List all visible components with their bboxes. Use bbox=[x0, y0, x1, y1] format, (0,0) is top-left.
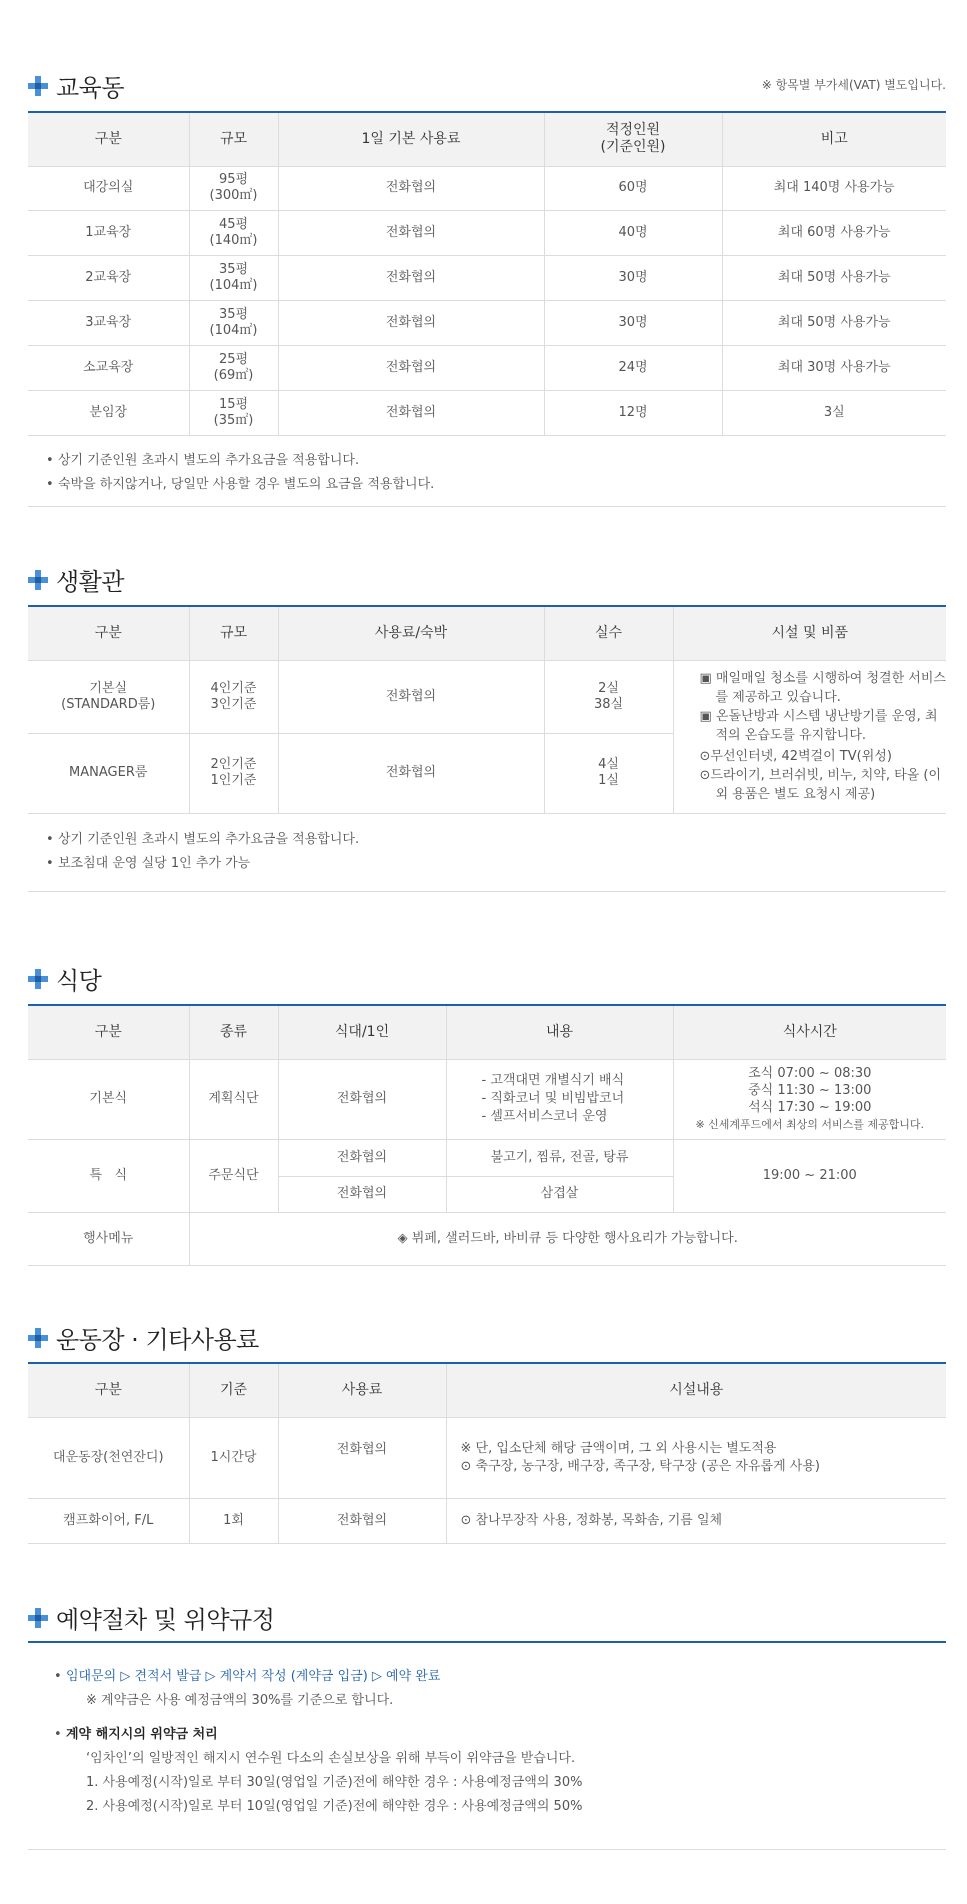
cell-fee: 전화협의 bbox=[278, 1176, 446, 1212]
section-header-edu bbox=[28, 68, 946, 102]
note-item: • 보조침대 운영 실당 1인 추가 가능 bbox=[46, 852, 946, 876]
cell-content: 불고기, 찜류, 전골, 탕류 bbox=[446, 1139, 673, 1176]
cell-fee: 전화협의 bbox=[278, 300, 544, 345]
reservation-block bbox=[28, 1641, 946, 1850]
plus-icon bbox=[28, 969, 48, 989]
cell-note: 최대 30명 사용가능 bbox=[722, 345, 946, 390]
section-header-dining bbox=[28, 961, 946, 995]
cancel-desc: ‘임차인’의 일방적인 해지시 연수원 다소의 손실보상을 위해 부득이 위약금을 받습니다. bbox=[86, 1751, 576, 1766]
col-header: 식사시간 bbox=[673, 1005, 946, 1059]
table-row bbox=[28, 210, 946, 255]
cell-note: 최대 60명 사용가능 bbox=[722, 210, 946, 255]
cell-people: 60명 bbox=[544, 166, 722, 210]
facility-item: ⊙무선인터넷, 42벽걸이 TV(위성) bbox=[699, 749, 892, 764]
section-title bbox=[28, 1320, 259, 1355]
table-row bbox=[28, 1212, 946, 1265]
table-row bbox=[28, 166, 946, 210]
table-row bbox=[28, 1059, 946, 1139]
content-line: - 셀프서비스코너 운영 bbox=[481, 1109, 608, 1124]
cell-size: 15평 (35㎡) bbox=[189, 390, 278, 435]
reservation-steps: • 임대문의 ▷ 견적서 발급 ▷ 계약서 작성 (계약금 입금) ▷ 예약 완료 bbox=[54, 1669, 441, 1684]
cell-people: 40명 bbox=[544, 210, 722, 255]
col-header: 비고 bbox=[722, 112, 946, 166]
col-header: 실수 bbox=[544, 606, 673, 660]
cell-type: 계획식단 bbox=[189, 1059, 278, 1139]
note-item: • 상기 기준인원 초과시 별도의 추가요금을 적용합니다. bbox=[46, 449, 946, 473]
cell-content: ◈ 뷔페, 샐러드바, 바비큐 등 다양한 행사요리가 가능합니다. bbox=[189, 1212, 946, 1265]
table-row bbox=[28, 1139, 946, 1176]
cell-note: 3실 bbox=[722, 390, 946, 435]
table-row bbox=[28, 660, 946, 733]
cell-fee: 전화협의 bbox=[278, 345, 544, 390]
col-header: 구분 bbox=[28, 1363, 189, 1417]
cell-time bbox=[673, 1059, 946, 1139]
cell-type: 주문식단 bbox=[189, 1139, 278, 1212]
section-title-text: 생활관 bbox=[56, 568, 125, 596]
cell-name: 기본실 (STANDARD룸) bbox=[28, 660, 189, 733]
cell-facilities bbox=[673, 660, 946, 813]
section-title bbox=[28, 68, 124, 103]
section-header-living bbox=[28, 562, 946, 596]
col-header: 구분 bbox=[28, 112, 189, 166]
table-row bbox=[28, 255, 946, 300]
cell-content bbox=[446, 1059, 673, 1139]
cell-fee: 전화협의 bbox=[278, 166, 544, 210]
cancel-title: 계약 해지시의 위약금 처리 bbox=[66, 1727, 218, 1742]
cancel-rule: 2. 사용예정(시작)일로 부터 10일(영업일 기준)전에 해약한 경우 : 사용예정금액의 50% bbox=[86, 1799, 583, 1814]
section-title-text: 예약절차 및 위약규정 bbox=[56, 1606, 275, 1634]
cell-name: 캠프화이어, F/L bbox=[28, 1498, 189, 1543]
cell-name: 3교육장 bbox=[28, 300, 189, 345]
cell-name: 대강의실 bbox=[28, 166, 189, 210]
cell-note: 최대 50명 사용가능 bbox=[722, 300, 946, 345]
col-header: 규모 bbox=[189, 112, 278, 166]
living-table bbox=[28, 605, 946, 814]
content-line: ⊙ 축구장, 농구장, 배구장, 족구장, 탁구장 (공은 자유롭게 사용) bbox=[460, 1458, 820, 1474]
content-line: ※ 단, 입소단체 해당 금액이며, 그 외 사용시는 별도적용 bbox=[460, 1440, 777, 1456]
time-note: ※ 신세계푸드에서 최상의 서비스를 제공합니다. bbox=[695, 1118, 925, 1131]
plus-icon bbox=[28, 1328, 48, 1348]
cell-fee: 전화협의 bbox=[278, 1139, 446, 1176]
cell-size: 95평 (300㎡) bbox=[189, 166, 278, 210]
cell-people: 24명 bbox=[544, 345, 722, 390]
note-item: • 상기 기준인원 초과시 별도의 추가요금을 적용합니다. bbox=[46, 828, 946, 852]
table-row bbox=[28, 1498, 946, 1543]
section-title bbox=[28, 1600, 274, 1635]
note-item: • 숙박을 하지않거나, 당일만 사용할 경우 별도의 요금을 적용합니다. bbox=[46, 473, 946, 497]
col-header: 기준 bbox=[189, 1363, 278, 1417]
cell-fee: 전화협의 bbox=[278, 390, 544, 435]
section-header-reservation bbox=[28, 1600, 946, 1634]
col-header: 시설내용 bbox=[446, 1363, 946, 1417]
facility-item: ▣ 온돌난방과 시스템 냉난방기를 운영, 최적의 온습도를 유지합니다. bbox=[699, 709, 938, 743]
cell-note: 최대 50명 사용가능 bbox=[722, 255, 946, 300]
cell-name: 대운동장(천연잔디) bbox=[28, 1417, 189, 1498]
edu-table bbox=[28, 111, 946, 436]
cell-name: 소교육장 bbox=[28, 345, 189, 390]
cell-basis: 1시간당 bbox=[189, 1417, 278, 1498]
cell-people: 30명 bbox=[544, 255, 722, 300]
table-row bbox=[28, 300, 946, 345]
cell-note: 최대 140명 사용가능 bbox=[722, 166, 946, 210]
time-line: 조식 07:00 ~ 08:30 bbox=[748, 1066, 872, 1081]
cell-size: 35평 (104㎡) bbox=[189, 300, 278, 345]
cell-rooms: 2실 38실 bbox=[544, 660, 673, 733]
cell-size: 25평 (69㎡) bbox=[189, 345, 278, 390]
cell-people: 30명 bbox=[544, 300, 722, 345]
col-header: 구분 bbox=[28, 606, 189, 660]
plus-icon bbox=[28, 76, 48, 96]
table-row bbox=[28, 345, 946, 390]
cell-name: 행사메뉴 bbox=[28, 1212, 189, 1265]
cell-name: 특 식 bbox=[28, 1139, 189, 1212]
section-title-text: 교육동 bbox=[56, 74, 125, 102]
col-header: 사용료 bbox=[278, 1363, 446, 1417]
col-header: 사용료/숙박 bbox=[278, 606, 544, 660]
cell-fee: 전화협의 bbox=[278, 255, 544, 300]
cell-name: 기본식 bbox=[28, 1059, 189, 1139]
cell-content: ⊙ 참나무장작 사용, 정화봉, 목화솜, 기름 일체 bbox=[446, 1498, 946, 1543]
deposit-note: ※ 계약금은 사용 예정금액의 30%를 기준으로 합니다. bbox=[86, 1693, 394, 1708]
col-header: 내용 bbox=[446, 1005, 673, 1059]
cell-rooms: 4실 1실 bbox=[544, 733, 673, 813]
cell-fee: 전화협의 bbox=[278, 210, 544, 255]
col-header: 적정인원 (기준인원) bbox=[544, 112, 722, 166]
steps-text: 임대문의 ▷ 견적서 발급 ▷ 계약서 작성 (계약금 입금) ▷ 예약 완료 bbox=[66, 1669, 441, 1684]
cell-size: 35평 (104㎡) bbox=[189, 255, 278, 300]
cell-size: 45평 (140㎡) bbox=[189, 210, 278, 255]
section-title bbox=[28, 961, 101, 996]
cell-basis: 1회 bbox=[189, 1498, 278, 1543]
cell-name: 분임장 bbox=[28, 390, 189, 435]
cell-content: 삼겹살 bbox=[446, 1176, 673, 1212]
cell-name: 2교육장 bbox=[28, 255, 189, 300]
cell-time: 19:00 ~ 21:00 bbox=[673, 1139, 946, 1212]
cell-fee: 전화협의 bbox=[278, 733, 544, 813]
cell-name: 1교육장 bbox=[28, 210, 189, 255]
cell-size: 4인기준 3인기준 bbox=[189, 660, 278, 733]
facility-item: ▣ 매일매일 청소를 시행하여 청결한 서비스를 제공하고 있습니다. bbox=[699, 671, 946, 705]
living-notes bbox=[28, 814, 946, 892]
cancel-rule: 1. 사용예정(시작)일로 부터 30일(영업일 기준)전에 해약한 경우 : 사용예정금액의 30% bbox=[86, 1775, 583, 1790]
cell-fee: 전화협의 bbox=[278, 1059, 446, 1139]
content-line: - 고객대면 개별식기 배식 bbox=[481, 1073, 625, 1088]
section-title-text: 운동장 · 기타사용료 bbox=[56, 1326, 259, 1354]
section-title bbox=[28, 562, 124, 597]
time-line: 석식 17:30 ~ 19:00 bbox=[748, 1100, 872, 1115]
facility-item: ⊙드라이기, 브러쉬빗, 비누, 치약, 타올 (이 외 용품은 별도 요청시 제공) bbox=[699, 768, 942, 802]
col-header: 구분 bbox=[28, 1005, 189, 1059]
cell-fee: 전화협의 bbox=[278, 1498, 446, 1543]
col-header: 규모 bbox=[189, 606, 278, 660]
time-line: 중식 11:30 ~ 13:00 bbox=[748, 1083, 872, 1098]
sports-table bbox=[28, 1362, 946, 1544]
section-header-sports bbox=[28, 1320, 946, 1354]
col-header: 종류 bbox=[189, 1005, 278, 1059]
cell-fee: 전화협의 bbox=[278, 660, 544, 733]
cell-size: 2인기준 1인기준 bbox=[189, 733, 278, 813]
col-header: 시설 및 비품 bbox=[673, 606, 946, 660]
table-row bbox=[28, 1417, 946, 1498]
table-row bbox=[28, 390, 946, 435]
vat-note: ※ 항목별 부가세(VAT) 별도입니다. bbox=[761, 78, 946, 92]
section-title-text: 식당 bbox=[56, 967, 102, 995]
cell-people: 12명 bbox=[544, 390, 722, 435]
cell-name: MANAGER룸 bbox=[28, 733, 189, 813]
content-line: - 직화코너 및 비빔밥코너 bbox=[481, 1091, 625, 1106]
cancel-title-row: • 계약 해지시의 위약금 처리 bbox=[54, 1727, 218, 1742]
col-header: 1일 기본 사용료 bbox=[278, 112, 544, 166]
plus-icon bbox=[28, 570, 48, 590]
cell-content bbox=[446, 1417, 946, 1498]
dining-table bbox=[28, 1004, 946, 1266]
edu-notes bbox=[28, 443, 946, 507]
cell-fee: 전화협의 bbox=[278, 1417, 446, 1498]
col-header: 식대/1인 bbox=[278, 1005, 446, 1059]
plus-icon bbox=[28, 1608, 48, 1628]
